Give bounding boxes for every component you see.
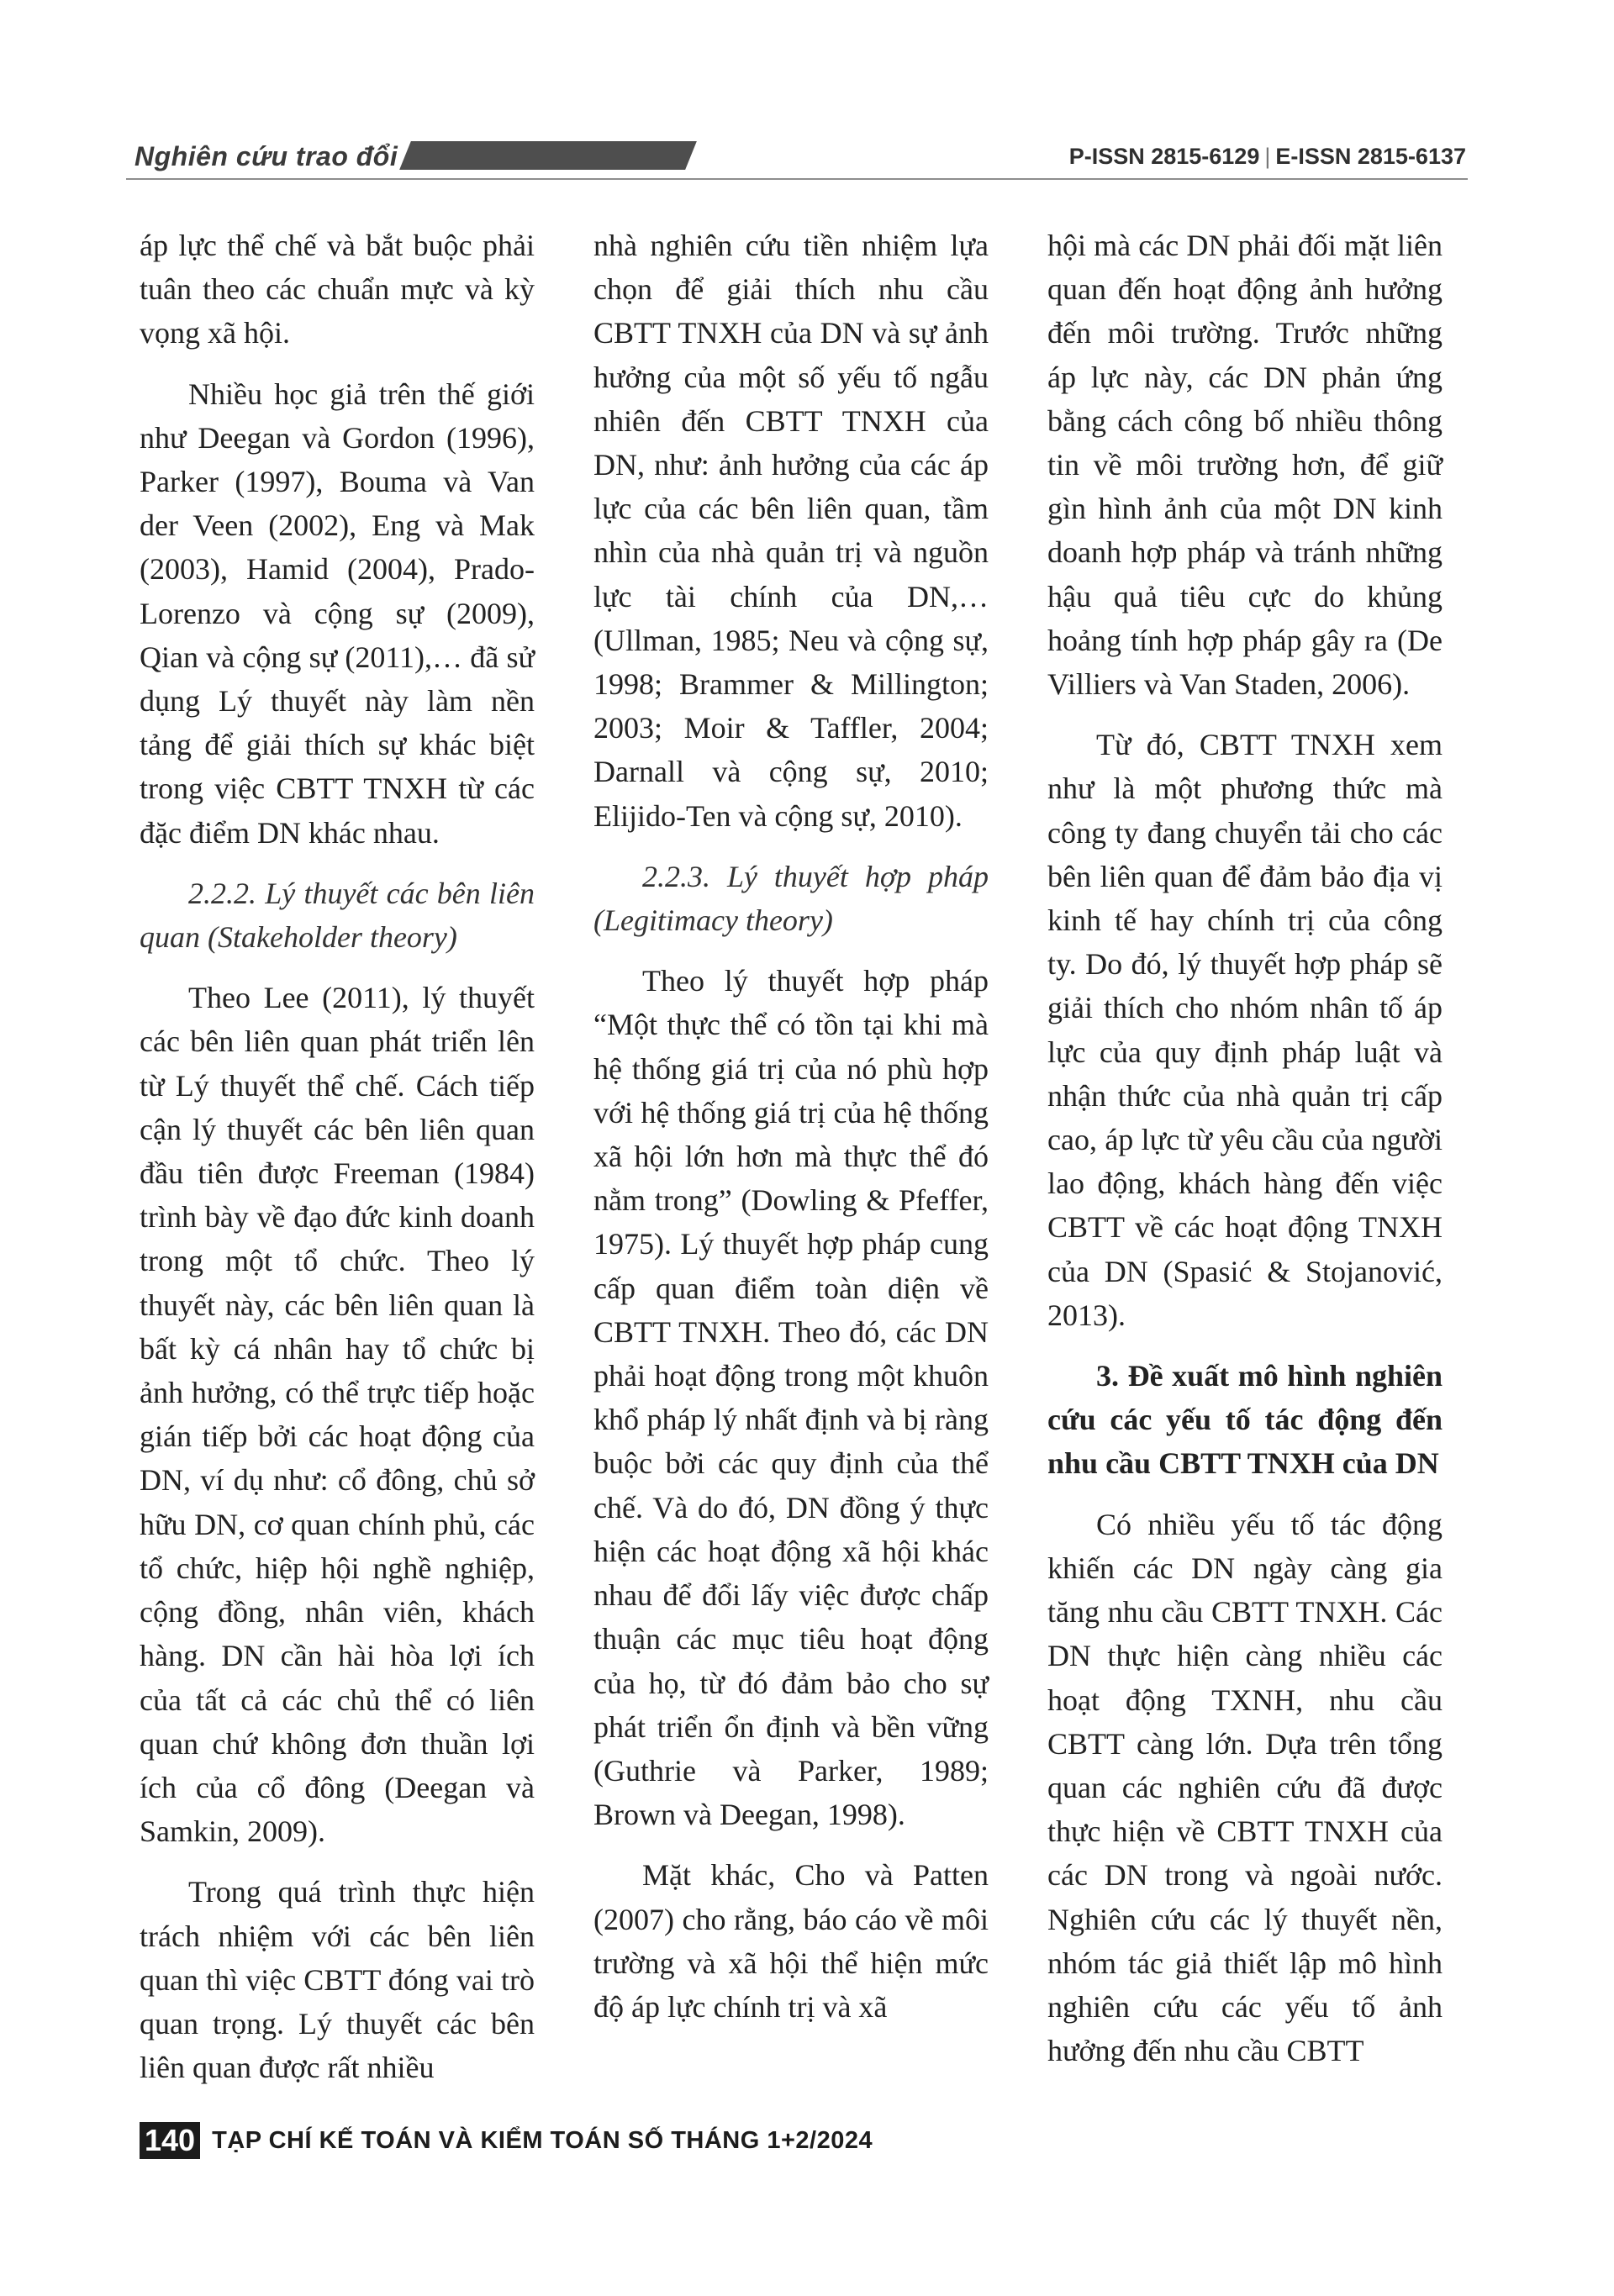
paragraph: Theo lý thuyết hợp pháp “Một thực thể có tồn tại khi mà hệ thống giá trị của nó phù hợp với hệ thống giá trị của hệ thống xã hội lớn hơn mà thực thể đó nằm trong” (Dowling & Pfeffer, 1975). Lý thuyết hợp pháp cung cấp quan điểm toàn diện về CBTT TNXH. Theo đó, các DN phải hoạt động trong một khuôn khổ pháp lý nhất định và bị ràng buộc bởi các quy định của thể chế. Và do đó, DN đồng ý thực hiện các hoạt động xã hội khác nhau để đổi lấy việc được chấp thuận các mục tiêu hoạt động của họ, từ đó đảm bảo cho sự phát triển ổn định và bền vững (Guthrie và Parker, 1989; Brown và Deegan, 1998). bbox=[593, 964, 989, 1832]
header-accent-bar bbox=[399, 141, 697, 170]
page-footer bbox=[140, 2122, 873, 2161]
pissn: P-ISSN 2815-6129 bbox=[1068, 144, 1260, 169]
header-rule bbox=[126, 178, 1468, 180]
text-column-3 bbox=[1047, 224, 1443, 2089]
text-column-2 bbox=[593, 224, 989, 2046]
eissn: E-ISSN 2815-6137 bbox=[1275, 144, 1466, 169]
issn-block bbox=[1069, 136, 1466, 176]
page-number: 140 bbox=[140, 2122, 200, 2159]
subsection-heading: 2.2.2. Lý thuyết các bên liên quan (Stakeholder theory) bbox=[140, 876, 535, 955]
text-column-1 bbox=[140, 224, 535, 2106]
running-header bbox=[126, 136, 1468, 176]
section-heading: 3. Đề xuất mô hình nghiên cứu các yếu tố tác động đến nhu cầu CBTT TNXH của DN bbox=[1047, 1359, 1443, 1481]
issn-separator: | bbox=[1264, 144, 1271, 169]
paragraph: Trong quá trình thực hiện trách nhiệm với các bên liên quan thì việc CBTT đóng vai trò quan trọng. Lý thuyết các bên liên quan được rất nhiều bbox=[140, 1875, 535, 2085]
section-name: Nghiên cứu trao đổi bbox=[134, 141, 398, 171]
paragraph: Nhiều học giả trên thế giới như Deegan và Gordon (1996), Parker (1997), Bouma và Van der Veen (2002), Eng và Mak (2003), Hamid (2004), Prado-Lorenzo và cộng sự (2009), Qian và cộng sự (2011),… đã sử dụng Lý thuyết này làm nền tảng để giải thích sự khác biệt trong việc CBTT TNXH từ các đặc điểm DN khác nhau. bbox=[140, 377, 535, 850]
continued-paragraph: áp lực thể chế và bắt buộc phải tuân theo các chuẩn mực và kỳ vọng xã hội. bbox=[140, 229, 535, 350]
continued-paragraph: hội mà các DN phải đối mặt liên quan đến hoạt động ảnh hưởng đến môi trường. Trước những áp lực này, các DN phản ứng bằng cách công bố nhiều thông tin về môi trường hơn, để giữ gìn hình ảnh của một DN kinh doanh hợp pháp và tránh những hậu quả tiêu cực do khủng hoảng tính hợp pháp gây ra (De Villiers và Van Staden, 2006). bbox=[1047, 229, 1443, 702]
subsection-heading: 2.2.3. Lý thuyết hợp pháp (Legitimacy theory) bbox=[593, 859, 989, 938]
continued-paragraph: nhà nghiên cứu tiền nhiệm lựa chọn để giải thích nhu cầu CBTT TNXH của DN và sự ảnh hưởng của một số yếu tố ngẫu nhiên đến CBTT TNXH của DN, như: ảnh hưởng của các áp lực của các bên liên quan, tầm nhìn của nhà quản trị và nguồn lực tài chính của DN,… (Ullman, 1985; Neu và cộng sự, 1998; Brammer & Millington; 2003; Moir & Taffler, 2004; Darnall và cộng sự, 2010; Elijido-Ten và cộng sự, 2010). bbox=[593, 229, 989, 833]
paragraph: Có nhiều yếu tố tác động khiến các DN ngày càng gia tăng nhu cầu CBTT TNXH. Các DN thực hiện càng nhiều các hoạt động TXNH, nhu cầu CBTT càng lớn. Dựa trên tổng quan các nghiên cứu đã được thực hiện về CBTT TNXH của các DN trong và ngoài nước. Nghiên cứu các lý thuyết nền, nhóm tác giả thiết lập mô hình nghiên cứu các yếu tố ảnh hưởng đến nhu cầu CBTT bbox=[1047, 1507, 1443, 2068]
paragraph: Từ đó, CBTT TNXH xem như là một phương thức mà công ty đang chuyển tải cho các bên liên quan để đảm bảo địa vị kinh tế hay chính trị của công ty. Do đó, lý thuyết hợp pháp sẽ giải thích cho nhóm nhân tố áp lực của quy định pháp luật và nhận thức của nhà quản trị cấp cao, áp lực từ yêu cầu của người lao động, khách hàng đến việc CBTT về các hoạt động TNXH của DN (Spasić & Stojanović, 2013). bbox=[1047, 728, 1443, 1332]
journal-title: TẠP CHÍ KẾ TOÁN VÀ KIỂM TOÁN SỐ THÁNG 1+2/2024 bbox=[212, 2127, 873, 2154]
paragraph: Theo Lee (2011), lý thuyết các bên liên quan phát triển lên từ Lý thuyết thể chế. Cách tiếp cận lý thuyết các bên liên quan đầu tiên được Freeman (1984) trình bày về đạo đức kinh doanh trong một tổ chức. Theo lý thuyết này, các bên liên quan là bất kỳ cá nhân hay tổ chức bị ảnh hưởng, có thể trực tiếp hoặc gián tiếp bởi các hoạt động của DN, ví dụ như: cổ đông, chủ sở hữu DN, cơ quan chính phủ, các tổ chức, hiệp hội nghề nghiệp, cộng đồng, nhân viên, khách hàng. DN cần hài hòa lợi ích của tất cả các chủ thể có liên quan chứ không đơn thuần lợi ích của cổ đông (Deegan và Samkin, 2009). bbox=[140, 981, 535, 1849]
paragraph: Mặt khác, Cho và Patten (2007) cho rằng, báo cáo về môi trường và xã hội thể hiện mức độ áp lực chính trị và xã bbox=[593, 1858, 989, 2024]
